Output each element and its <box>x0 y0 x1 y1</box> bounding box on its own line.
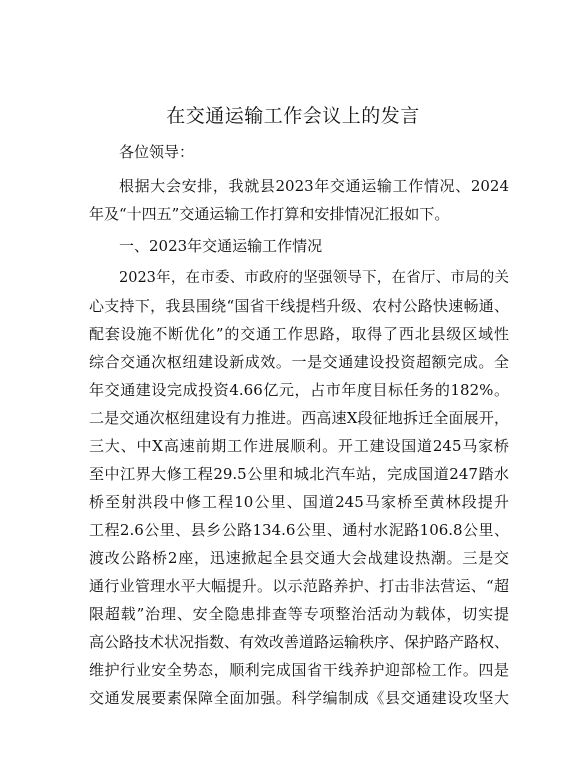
body-line-16: 交通发展要素保障全面加强。科学编制成《县交通建设攻坚大 <box>89 689 509 707</box>
body-line-8: 至中江界大修工程29.5公里和城北汽车站，完成国道247踏水 <box>89 465 509 483</box>
body-line-11: 渡改公路桥2座，迅速掀起全县交通大会战建设热潮。三是交 <box>89 549 509 567</box>
body-line-2: 心支持下，我县围绕“国省干线提档升级、农村公路快速畅通、 <box>89 297 509 315</box>
body-line-9: 桥至射洪段中修工程10公里、国道245马家桥至黄林段提升 <box>89 493 509 511</box>
body-line-6: 二是交通次枢纽建设有力推进。西高速X段征地拆迁全面展开， <box>89 409 509 427</box>
body-line-15: 维护行业安全势态，顺利完成国省干线养护迎部检工作。四是 <box>89 661 509 679</box>
section-heading: 一、2023年交通运输工作情况 <box>119 237 323 255</box>
body-line-14: 高公路技术状况指数、有效改善道路运输秩序、保护路产路权、 <box>89 633 510 651</box>
body-line-13: 限超载”治理、安全隐患排查等专项整治活动为载体，切实提 <box>89 605 509 623</box>
body-line-3: 配套设施不断优化”的交通工作思路，取得了西北县级区域性 <box>89 325 509 343</box>
salutation: 各位领导： <box>119 143 195 161</box>
body-line-10: 工程2.6公里、县乡公路134.6公里、通村水泥路106.8公里、 <box>89 521 509 539</box>
body-line-12: 通行业管理水平大幅提升。以示范路养护、打击非法营运、“超 <box>89 577 509 595</box>
body-line-1: 2023年，在市委、市政府的坚强领导下，在省厅、市局的关 <box>119 270 509 286</box>
body-line-7: 三大、中X高速前期工作进展顺利。开工建设国道245马家桥 <box>89 437 509 455</box>
body-line-4: 综合交通次枢纽建设新成效。一是交通建设投资超额完成。全 <box>89 353 509 371</box>
intro-line-2: 年及“十四五”交通运输工作打算和安排情况汇报如下。 <box>89 205 450 223</box>
body-line-5: 年交通建设完成投资4.66亿元，占市年度目标任务的182%。 <box>89 381 509 399</box>
intro-line-1: 根据大会安排，我就县2023年交通运输工作情况、2024 <box>119 177 509 195</box>
document-title: 在交通运输工作会议上的发言 <box>166 105 420 127</box>
